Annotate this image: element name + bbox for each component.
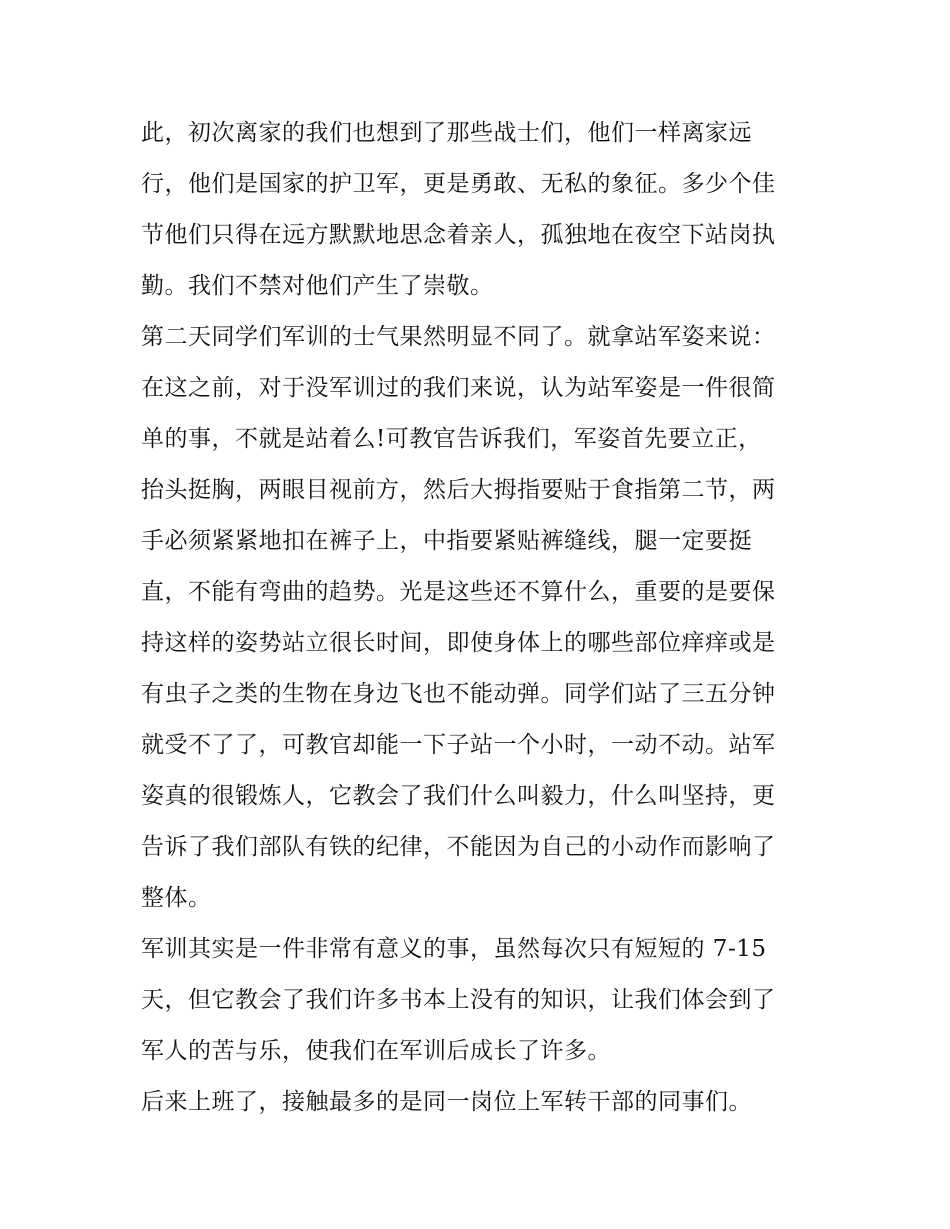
text-line: 节他们只得在远方默默地思念着亲人，孤独地在夜空下站岗执 xyxy=(141,222,776,248)
text-line: 就受不了了，可教官却能一下子站一个小时，一动不动。站军 xyxy=(141,732,776,758)
text-line: 在这之前，对于没军训过的我们来说，认为站军姿是一件很简 xyxy=(141,375,776,401)
text-line: 军人的苦与乐，使我们在军训后成长了许多。 xyxy=(141,1038,611,1064)
text-line: 第二天同学们军训的士气果然明显不同了。就拿站军姿来说： xyxy=(141,324,776,350)
text-line: 单的事，不就是站着么!可教官告诉我们，军姿首先要立正， xyxy=(141,426,762,452)
text-line: 军训其实是一件非常有意义的事，虽然每次只有短短的 7-15 xyxy=(141,936,767,962)
text-line: 后来上班了，接触最多的是同一岗位上军转干部的同事们。 xyxy=(141,1089,752,1115)
text-line: 告诉了我们部队有铁的纪律，不能因为自己的小动作而影响了 xyxy=(141,834,776,860)
text-line: 勤。我们不禁对他们产生了崇敬。 xyxy=(141,273,494,299)
text-line: 直，不能有弯曲的趋势。光是这些还不算什么，重要的是要保 xyxy=(141,579,776,605)
text-line: 天，但它教会了我们许多书本上没有的知识，让我们体会到了 xyxy=(141,987,776,1013)
text-line: 整体。 xyxy=(141,885,212,911)
text-line: 行，他们是国家的护卫军，更是勇敢、无私的象征。多少个佳 xyxy=(141,171,776,197)
text-line: 手必须紧紧地扣在裤子上，中指要紧贴裤缝线，腿一定要挺 xyxy=(141,528,752,554)
text-line: 抬头挺胸，两眼目视前方，然后大拇指要贴于食指第二节，两 xyxy=(141,477,776,503)
text-line: 有虫子之类的生物在身边飞也不能动弹。同学们站了三五分钟 xyxy=(141,681,776,707)
text-line: 此，初次离家的我们也想到了那些战士们，他们一样离家远 xyxy=(141,120,752,146)
text-line: 持这样的姿势站立很长时间，即使身体上的哪些部位痒痒或是 xyxy=(141,630,776,656)
body-text xyxy=(141,108,821,1128)
text-line: 姿真的很锻炼人，它教会了我们什么叫毅力，什么叫坚持，更 xyxy=(141,783,776,809)
